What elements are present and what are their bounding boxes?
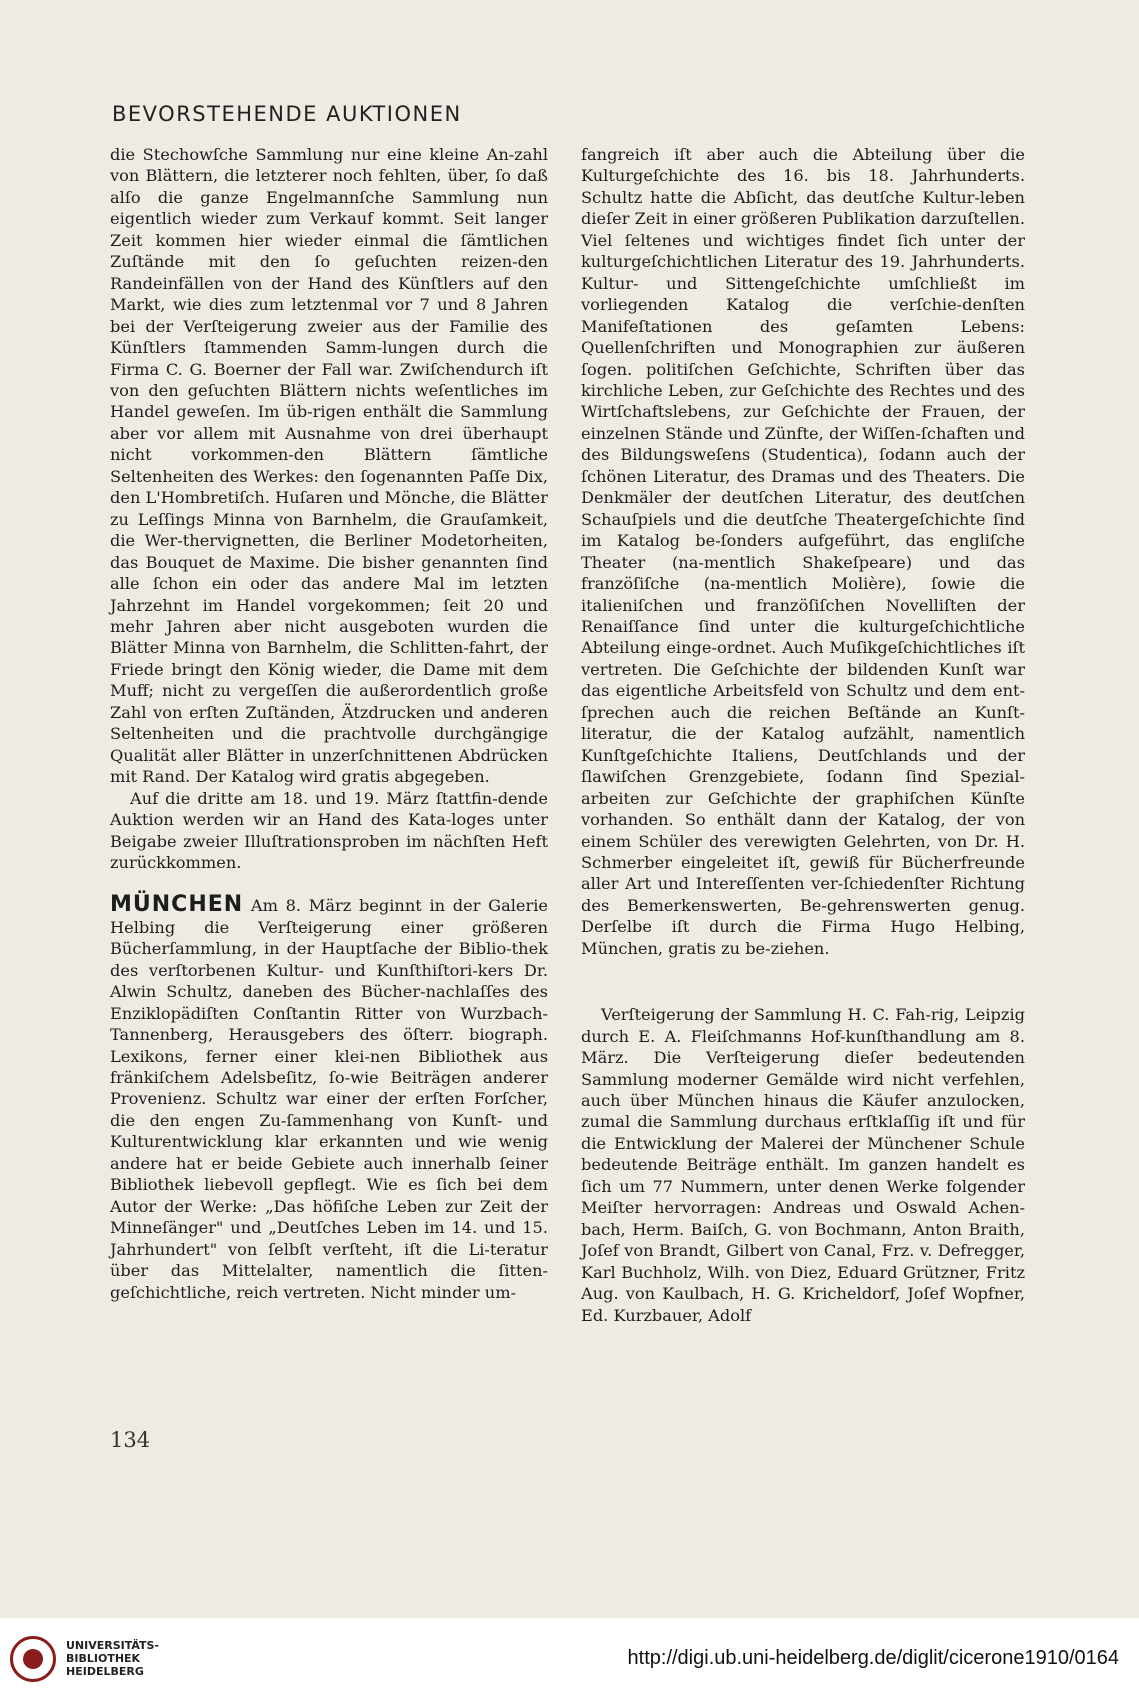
- paragraph: Verſteigerung der Sammlung H. C. Fah-rig, Leipzig durch E. A. Fleiſchmanns Hof-kunſthandlung am 8. März. Die Verſteigerung dieſer bedeutenden Sammlung moderner Gemälde wird nicht verfehlen, auch über München hinaus die Käufer anzulocken, zumal die Sammlung durchaus erſtklaſſig iſt und für die Entwicklung der Malerei der Münchener Schule bedeutende Beiträge enthält. Im ganzen handelt es ſich um 77 Nummern, unter denen Werke folgender Meiſter hervorragen: Andreas und Oswald Achen-bach, Herm. Baiſch, G. von Bochmann, Anton Braith, Joſef von Brandt, Gilbert von Canal, Frz. v. Defregger, Karl Buchholz, Wilh. von Diez, Eduard Grützner, Fritz Aug. von Kaulbach, H. G. Kricheldorf, Joſef Wopfner, Ed. Kurzbauer, Adolf: [581, 1005, 1025, 1325]
- paragraph: fangreich iſt aber auch die Abteilung über die Kulturgeſchichte des 16. bis 18. Jahrhunderts. Schultz hatte die Abſicht, das deutſche Kultur-leben dieſer Zeit in einer größeren Publikation darzuſtellen. Viel ſeltenes und wichtiges findet ſich unter der kulturgeſchichtlichen Literatur des 19. Jahrhunderts. Kultur- und Sittengeſchichte umſchließt im vorliegenden Katalog die verſchie-denſten Manifeſtationen des geſamten Lebens: Quellenſchriften und Monographien zur äußeren ſogen. politiſchen Geſchichte, Schriften über das kirchliche Leben, zur Geſchichte des Rechtes und des Wirtſchaftslebens, zur Geſchichte der Frauen, der einzelnen Stände und Zünfte, der Wiſſen-ſchaften und des Bildungsweſens (Studentica), ſodann auch der ſchönen Literatur, des Dramas und des Theaters. Die Denkmäler der deutſchen Literatur, des deutſchen Schauſpiels und die deutſche Theatergeſchichte ſind im Katalog be-ſonders aufgeführt, das engliſche Theater (na-mentlich Shakeſpeare) und das franzöſiſche (na-mentlich Molière), ſowie die italieniſchen und franzöſiſchen Novelliſten der Renaiſſance ſind unter die kulturgeſchichtliche Abteilung einge-ordnet. Auch Muſikgeſchichtliches iſt vertreten. Die Geſchichte der bildenden Kunſt war das eigentliche Arbeitsfeld von Schultz und dem ent-ſprechen auch die reichen Beſtände an Kunſt-literatur, die der Katalog aufzählt, namentlich Kunſtgeſchichte Italiens, Deutſchlands und der ſlawiſchen Grenzgebiete, ſodann ſind Spezial-arbeiten zur Geſchichte der graphiſchen Künſte vorhanden. So enthält dann der Katalog, der von einem Schüler des verewigten Gelehrten, von Dr. H. Schmerber eingeleitet iſt, gewiß für Bücherfreunde aller Art und Intereſſenten ver-ſchiedenſter Richtung des Bemerkenswerten, Be-gehrenswerten genug. Derſelbe iſt durch die Firma Hugo Helbing, München, gratis zu be-ziehen.: [581, 145, 1025, 958]
- library-logo-icon: [10, 1636, 56, 1682]
- running-head: BEVORSTEHENDE AUKTIONEN: [112, 102, 462, 126]
- right-column: [581, 144, 1025, 1326]
- page-number: 134: [110, 1428, 151, 1452]
- paragraph: Auf die dritte am 18. und 19. März ſtattfin-dende Auktion werden wir an Hand des Kata-loges unter Beigabe zweier Illuſtrationsproben im nächſten Heft zurückkommen.: [110, 788, 548, 872]
- library-name-line: BIBLIOTHEK: [66, 1652, 141, 1665]
- footer: [0, 1618, 1139, 1700]
- paragraph: die Stechowſche Sammlung nur eine kleine An-zahl von Blättern, die letzterer noch fehlten, über, ſo daß alſo die ganze Engelmannſche Sammlung nun eigentlich wieder zum Verkauf kommt. Seit langer Zeit kommen hier wieder einmal die ſämtlichen Zuſtände mit den ſo geſuchten reizen-den Randeinfällen von der Hand des Künſtlers auf den Markt, wie dies zum letztenmal vor 7 und 8 Jahren bei der Verſteigerung zweier aus der Familie des Künſtlers ſtammenden Samm-lungen durch die Firma C. G. Boerner der Fall war. Zwiſchendurch iſt von den geſuchten Blättern nichts weſentliches im Handel geweſen. Im üb-rigen enthält die Sammlung aber vor allem mit Ausnahme von drei überhaupt nicht vorkommen-den Blättern ſämtliche Seltenheiten des Werkes: den ſogenannten Paſſe Dix, den L'Hombretiſch. Huſaren und Mönche, die Blätter zu Leſſings Minna von Barnhelm, die Grauſamkeit, die Wer-thervignetten, die Berliner Modetorheiten, das Bouquet de Maxime. Die bisher genannten ſind alle ſchon ein oder das andere Mal im letzten Jahrzehnt im Handel vorgekommen; ſeit 20 und mehr Jahren aber nicht ausgeboten wurden die Blätter Minna von Barnhelm, die Schlitten-fahrt, der Friede bringt den König wieder, die Dame mit dem Muff; nicht zu vergeſſen die außerordentlich große Zahl von erſten Zuſtänden, Ätzdrucken und anderen Seltenheiten und die prachtvolle durchgängige Qualität aller Blätter in unzerſchnittenen Abdrücken mit Rand. Der Katalog wird gratis abgegeben.: [110, 145, 548, 787]
- section-muenchen: [110, 894, 548, 1303]
- source-url-link[interactable]: http://digi.ub.uni-heidelberg.de/diglit/cicerone1910/0164: [627, 1647, 1119, 1669]
- paragraph: Am 8. März beginnt in der Galerie Helbing die Verſteigerung einer größeren Bücherſammlung, in der Hauptſache der Biblio-thek des verſtorbenen Kultur- und Kunſthiſtori-kers Dr. Alwin Schultz, daneben des Bücher-nachlaſſes des Enziklopädiſten Conſtantin Ritter von Wurzbach-Tannenberg, Herausgebers des öſterr. biograph. Lexikons, ferner einer klei-nen Bibliothek aus fränkiſchem Adelsbeſitz, ſo-wie Beiträgen anderer Provenienz. Schultz war einer der erſten Forſcher, die den engen Zu-ſammenhang von Kunſt- und Kulturentwicklung klar erkannten und wie wenig andere hat er beide Gebiete auch innerhalb ſeiner Bibliothek liebevoll gepflegt. Wie es ſich bei dem Autor der Werke: „Das höfiſche Leben zur Zeit der Minneſänger" und „Deutſches Leben im 14. und 15. Jahrhundert" von ſelbſt verſteht, iſt die Li-teratur über das Mittelalter, namentlich die ſitten-geſchichtliche, reich vertreten. Nicht minder um-: [110, 896, 548, 1302]
- left-column: [110, 144, 548, 1303]
- section-title: MÜNCHEN: [110, 892, 244, 918]
- library-name-line: HEIDELBERG: [66, 1665, 144, 1678]
- library-name-line: UNIVERSITÄTS-: [66, 1639, 160, 1652]
- library-name: [66, 1639, 186, 1678]
